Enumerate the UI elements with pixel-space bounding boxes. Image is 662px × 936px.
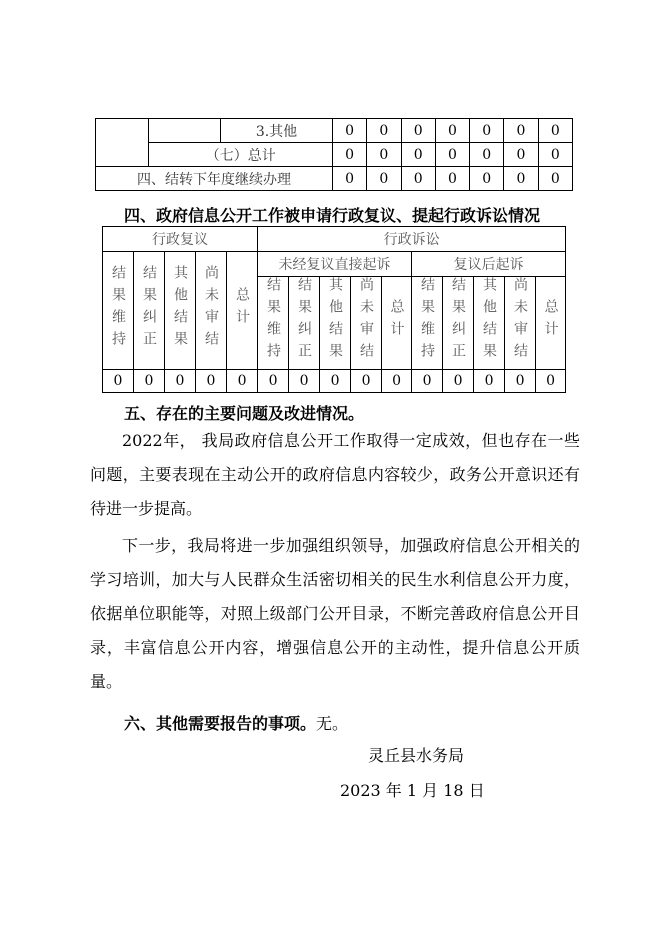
cell: 0	[320, 370, 351, 393]
cell: 0	[470, 167, 504, 191]
sub-after-header: 复议后起诉	[412, 252, 566, 277]
cell: 0	[474, 370, 505, 393]
cell: 0	[538, 143, 572, 167]
group-litigation-header: 行政诉讼	[258, 227, 566, 252]
row-label: （七）总计	[149, 143, 333, 167]
cell: 0	[538, 119, 572, 143]
col-review-other: 其他结果	[165, 252, 196, 370]
cell: 0	[351, 370, 382, 393]
col-after-other: 其他结果	[474, 277, 505, 370]
col-direct-pending: 尚未审结	[351, 277, 382, 370]
table-row	[96, 119, 573, 143]
cell: 0	[435, 143, 469, 167]
cell: 0	[505, 370, 536, 393]
merged-cell	[149, 119, 221, 143]
cell: 0	[435, 167, 469, 191]
cell: 0	[401, 143, 435, 167]
cell: 0	[401, 119, 435, 143]
signature-date: 2023 年 1 月 18 日	[340, 781, 485, 800]
table-row	[103, 370, 566, 393]
cell: 0	[367, 119, 401, 143]
cell: 0	[470, 119, 504, 143]
cell: 0	[435, 119, 469, 143]
cell: 0	[332, 167, 366, 191]
cell: 0	[165, 370, 196, 393]
col-direct-other: 其他结果	[320, 277, 351, 370]
cell: 0	[382, 370, 412, 393]
sub-direct-header: 未经复议直接起诉	[258, 252, 412, 277]
col-after-pending: 尚未审结	[505, 277, 536, 370]
cell: 0	[412, 370, 443, 393]
signature-org: 灵丘县水务局	[368, 746, 465, 765]
cell: 0	[367, 143, 401, 167]
cell: 0	[443, 370, 474, 393]
cell: 0	[470, 143, 504, 167]
table-row	[103, 227, 566, 252]
row-label: 3.其他	[221, 119, 333, 143]
col-after-maintain: 结果维持	[412, 277, 443, 370]
cell: 0	[103, 370, 134, 393]
row-label: 四、结转下年度继续办理	[96, 167, 333, 191]
col-direct-total: 总计	[382, 277, 412, 370]
col-direct-maintain: 结果维持	[258, 277, 289, 370]
col-review-maintain: 结果维持	[103, 252, 134, 370]
section6-heading: 六、其他需要报告的事项。无。	[124, 714, 349, 733]
cell: 0	[504, 167, 538, 191]
cell: 0	[401, 167, 435, 191]
section5-heading: 五、存在的主要问题及改进情况。	[124, 404, 365, 423]
col-review-pending: 尚未审结	[196, 252, 227, 370]
cell: 0	[504, 143, 538, 167]
group-review-header: 行政复议	[103, 227, 258, 252]
cell: 0	[367, 167, 401, 191]
cell: 0	[504, 119, 538, 143]
col-direct-correct: 结果纠正	[289, 277, 320, 370]
cell: 0	[536, 370, 566, 393]
cell: 0	[289, 370, 320, 393]
cell: 0	[332, 119, 366, 143]
col-after-total: 总计	[536, 277, 566, 370]
table-row	[96, 143, 573, 167]
cell: 0	[227, 370, 258, 393]
col-after-correct: 结果纠正	[443, 277, 474, 370]
table-row	[96, 167, 573, 191]
col-review-total: 总计	[227, 252, 258, 370]
section5-paragraph-1: 2022年， 我局政府信息公开工作取得一定成效，但也存在一些问题，主要表现在主动公开的政府信息内容较少，政务公开意识还有待进一步提高。	[90, 431, 580, 518]
review-litigation-table	[102, 226, 566, 393]
cell: 0	[538, 167, 572, 191]
section6-text: 无。	[316, 714, 349, 733]
cell: 0	[134, 370, 165, 393]
cell: 0	[332, 143, 366, 167]
col-review-correct: 结果纠正	[134, 252, 165, 370]
merged-cell	[96, 119, 149, 167]
table-row	[103, 252, 566, 277]
cell: 0	[258, 370, 289, 393]
disposal-results-table	[95, 118, 573, 191]
cell: 0	[196, 370, 227, 393]
section5-paragraph-2: 下一步，我局将进一步加强组织领导，加强政府信息公开相关的学习培训，加大与人民群众生活密切相关的民生水利信息公开力度，依据单位职能等，对照上级部门公开目录，不断完善政府信息公开目录，丰富信息公开内容，增强信息公开的主动性，提升信息公开质量。	[90, 536, 580, 691]
section4-heading: 四、政府信息公开工作被申请行政复议、提起行政诉讼情况	[124, 206, 541, 225]
